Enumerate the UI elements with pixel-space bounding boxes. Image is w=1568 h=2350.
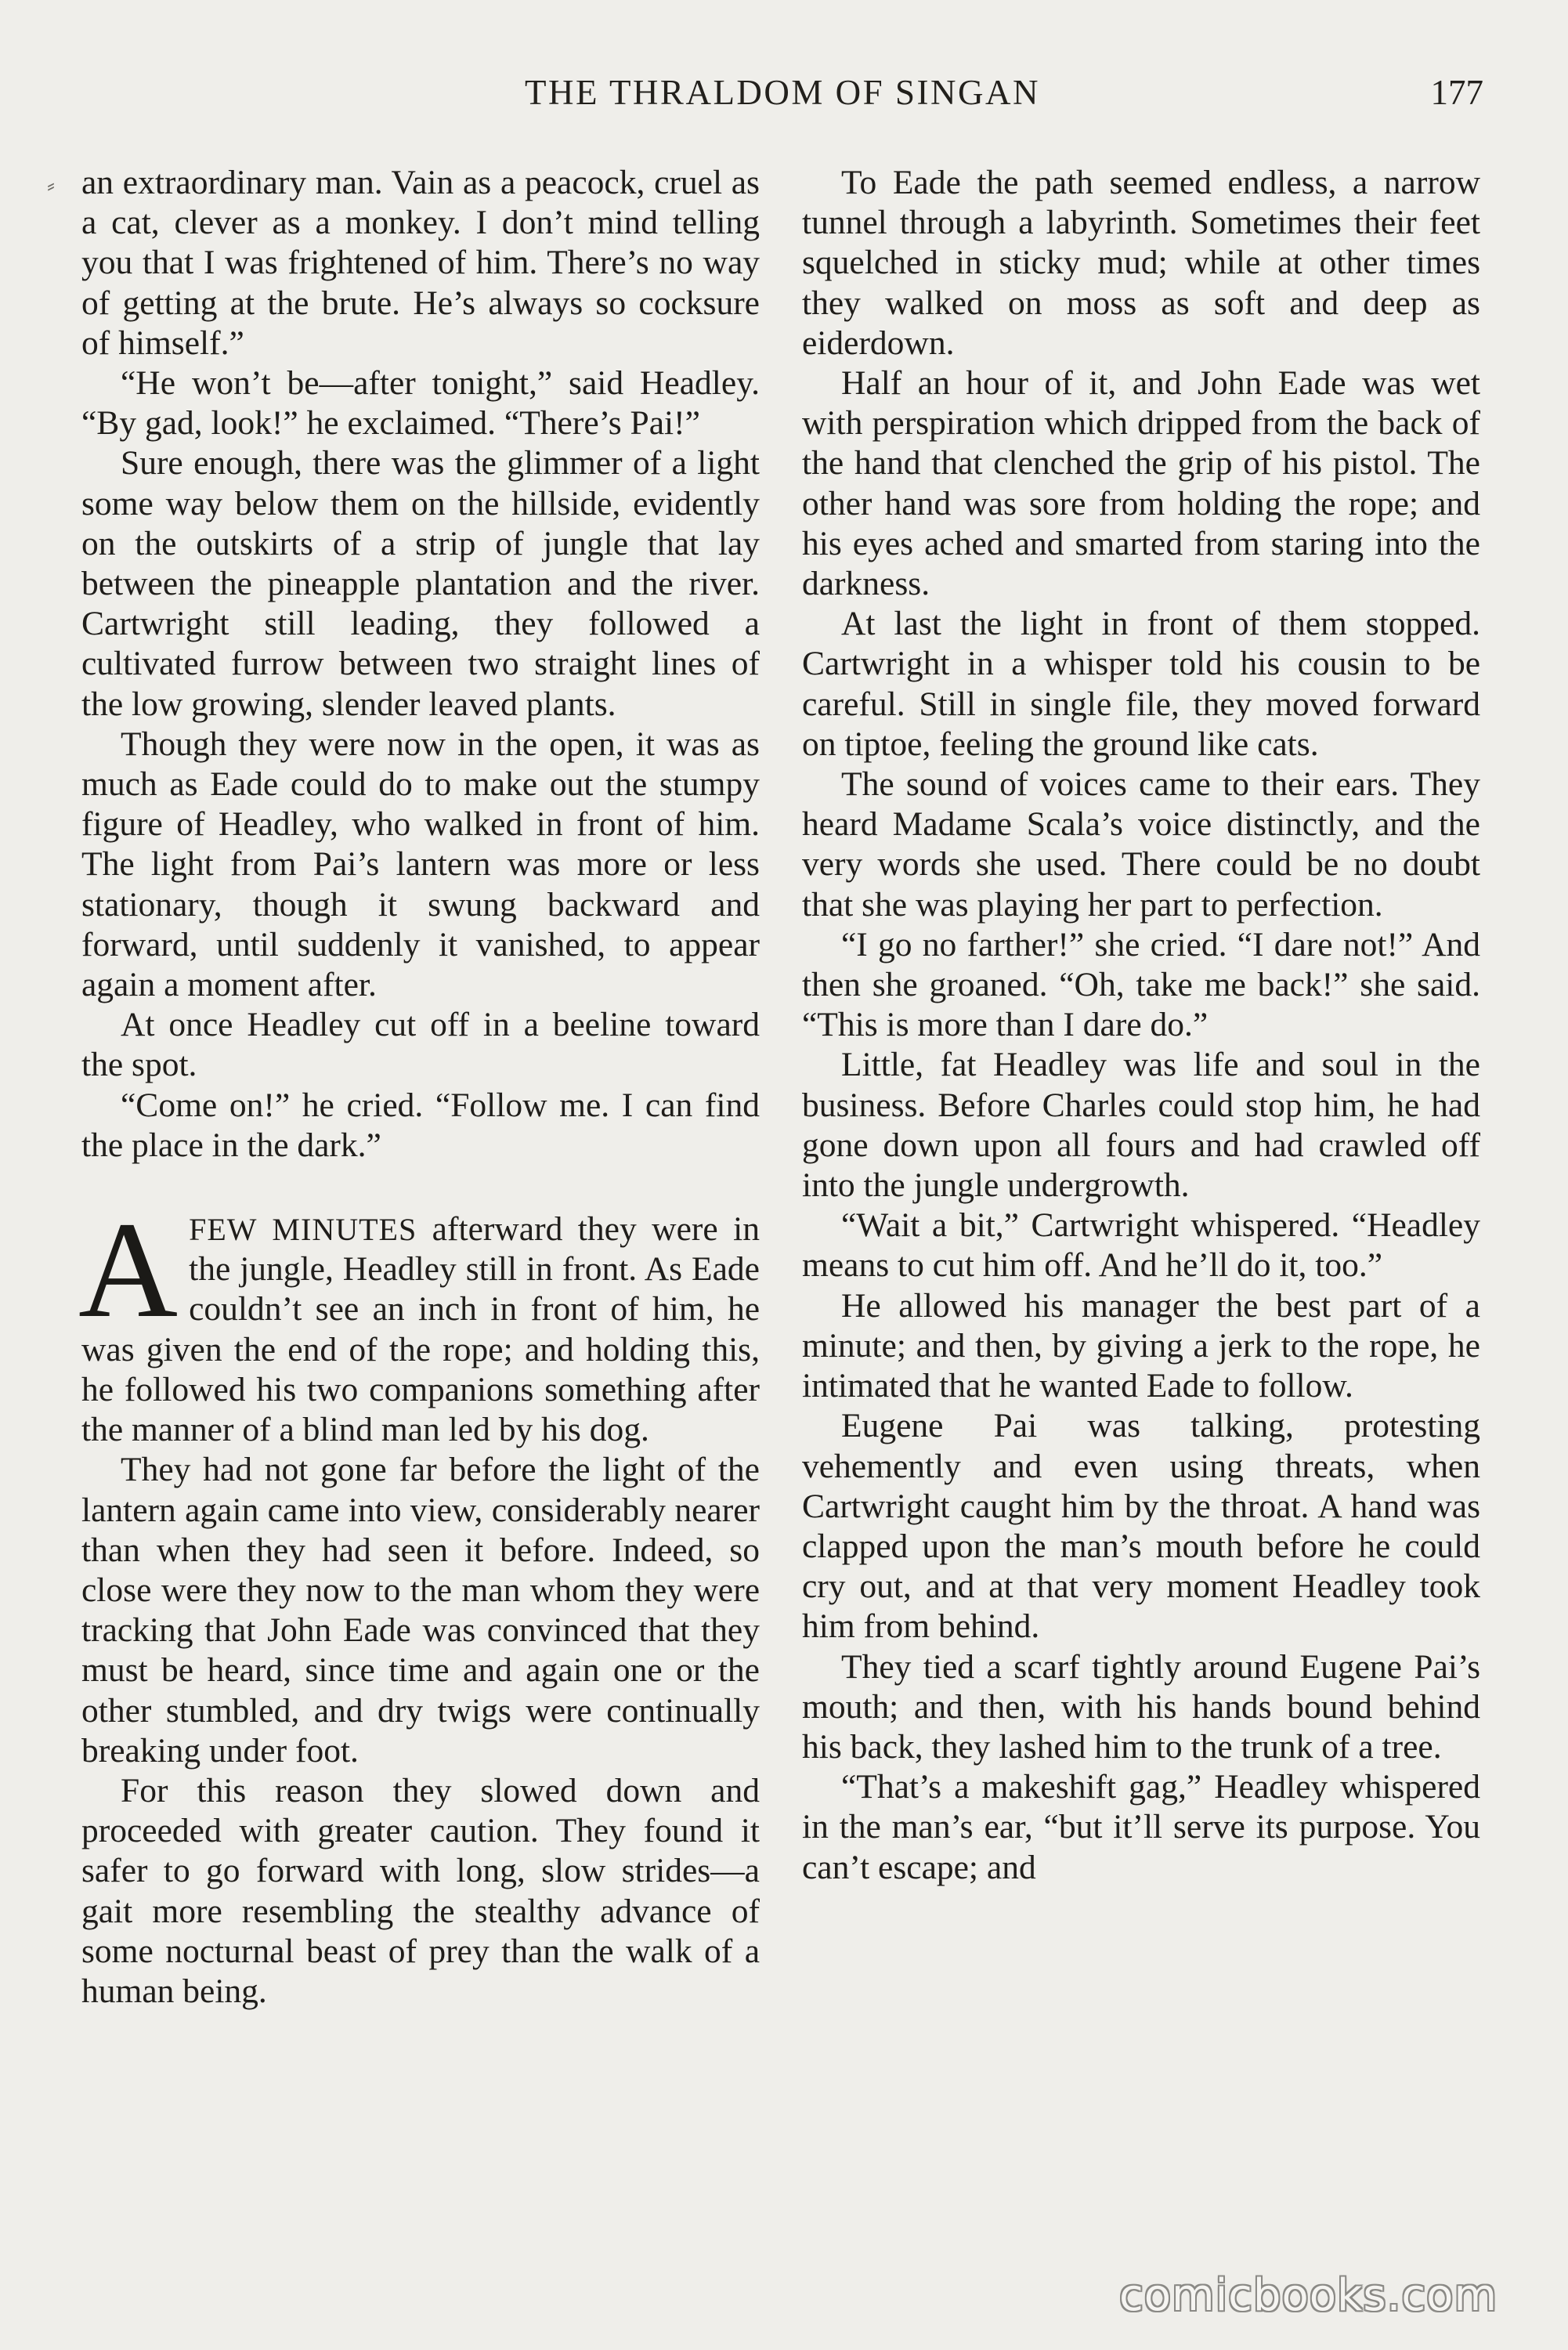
running-title: THE THRALDOM OF SINGAN [525, 73, 1040, 112]
paragraph: “That’s a makeshift gag,” Headley whispered in the man’s ear, “but it’ll serve its purpose. You can’t escape; and [802, 1768, 1480, 1886]
paragraph: “He won’t be—after tonight,” said Headley. “By gad, look!” he exclaimed. “There’s Pai!” [81, 364, 760, 443]
watermark: comicbooks.com [1118, 2270, 1498, 2321]
paragraph: an extraordinary man. Vain as a peacock, cruel as a cat, clever as a monkey. I don’t mind telling you that I was frightened of him. There’s no way of getting at the brute. He’s always so cocksure of himself.” [81, 164, 760, 362]
paragraph: Eugene Pai was talking, protesting vehemently and even using threats, when Cartwright caught him by the throat. A hand was clapped upon the man’s mouth before he could cry out, and at that very moment Headley took him from behind. [802, 1407, 1480, 1646]
running-head [81, 72, 1483, 119]
paragraph: “Come on!” he cried. “Follow me. I can find the place in the dark.” [81, 1086, 760, 1164]
paragraph: Sure enough, there was the glimmer of a light some way below them on the hillside, evidently on the outskirts of a strip of jungle that lay between the pineapple plantation and the river. Cartwright still leading, they followed a cultivated furrow between two straight lines of the low growing, slender leaved plants. [81, 444, 760, 723]
paragraph: For this reason they slowed down and proceeded with greater caution. They found it safer to go forward with long, slow strides—a gait more resembling the stealthy advance of some nocturnal beast of prey than the walk of a human being. [81, 1771, 760, 2010]
paragraph: To Eade the path seemed endless, a narrow tunnel through a labyrinth. Sometimes their feet squelched in sticky mud; while at other times they walked on moss as soft and deep as eiderdown. [802, 164, 1480, 362]
paragraph: “I go no farther!” she cried. “I dare not!” And then she groaned. “Oh, take me back!” she said. “This is more than I dare do.” [802, 925, 1480, 1044]
drop-cap: A [78, 1194, 179, 1347]
paragraph: The sound of voices came to their ears. They heard Madame Scala’s voice distinctly, and the very words she used. There could be no doubt that she was playing her part to perfection. [802, 765, 1480, 924]
right-column [802, 163, 1480, 1888]
page-number: 177 [1430, 73, 1483, 112]
paragraph-text: afterward they were in the jungle, Headley still in front. As Eade couldn’t see an inch in front of him, he was given the end of the rope; and holding this, he followed his two companions something after the manner of a blind man led by his dog. [81, 1210, 761, 1449]
margin-mark: ⸗ [47, 172, 55, 198]
left-column [78, 163, 761, 2012]
paragraph: They had not gone far before the light of the lantern again came into view, considerably nearer than when they had seen it before. Indeed, so close were they now to the man whom they were tracking that John Eade was convinced that they must be heard, since time and again one or the other stumbled, and dry twigs were continually breaking under foot. [81, 1451, 760, 1770]
small-caps-lead: FEW MINUTES [189, 1212, 417, 1248]
paragraph: They tied a scarf tightly around Eugene Pai’s mouth; and then, with his hands bound behind his back, they lashed him to the trunk of a tree. [802, 1647, 1480, 1766]
paragraph: Though they were now in the open, it was as much as Eade could do to make out the stumpy figure of Headley, who walked in front of him. The light from Pai’s lantern was more or less stationary, though it swung backward and forward, until suddenly it vanished, to appear again a moment after. [81, 725, 760, 1004]
paragraph: At once Headley cut off in a beeline toward the spot. [81, 1006, 760, 1084]
paragraph: “Wait a bit,” Cartwright whispered. “Headley means to cut him off. And he’ll do it, too.” [802, 1206, 1480, 1285]
paragraph: Half an hour of it, and John Eade was wet with perspiration which dripped from the back of the hand that clenched the grip of his pistol. The other hand was sore from holding the rope; and his eyes ached and smarted from staring into the darkness. [802, 364, 1480, 603]
paragraph: Little, fat Headley was life and soul in the business. Before Charles could stop him, he had gone down upon all fours and had crawled off into the jungle undergrowth. [802, 1046, 1480, 1205]
paragraph: At last the light in front of them stopped. Cartwright in a whisper told his cousin to be careful. Still in single file, they moved forward on tiptoe, feeling the ground like cats. [802, 605, 1480, 763]
section-opening-paragraph [78, 1194, 761, 1450]
paragraph: He allowed his manager the best part of a minute; and then, by giving a jerk to the rope, he intimated that he wanted Eade to follow. [802, 1286, 1480, 1405]
